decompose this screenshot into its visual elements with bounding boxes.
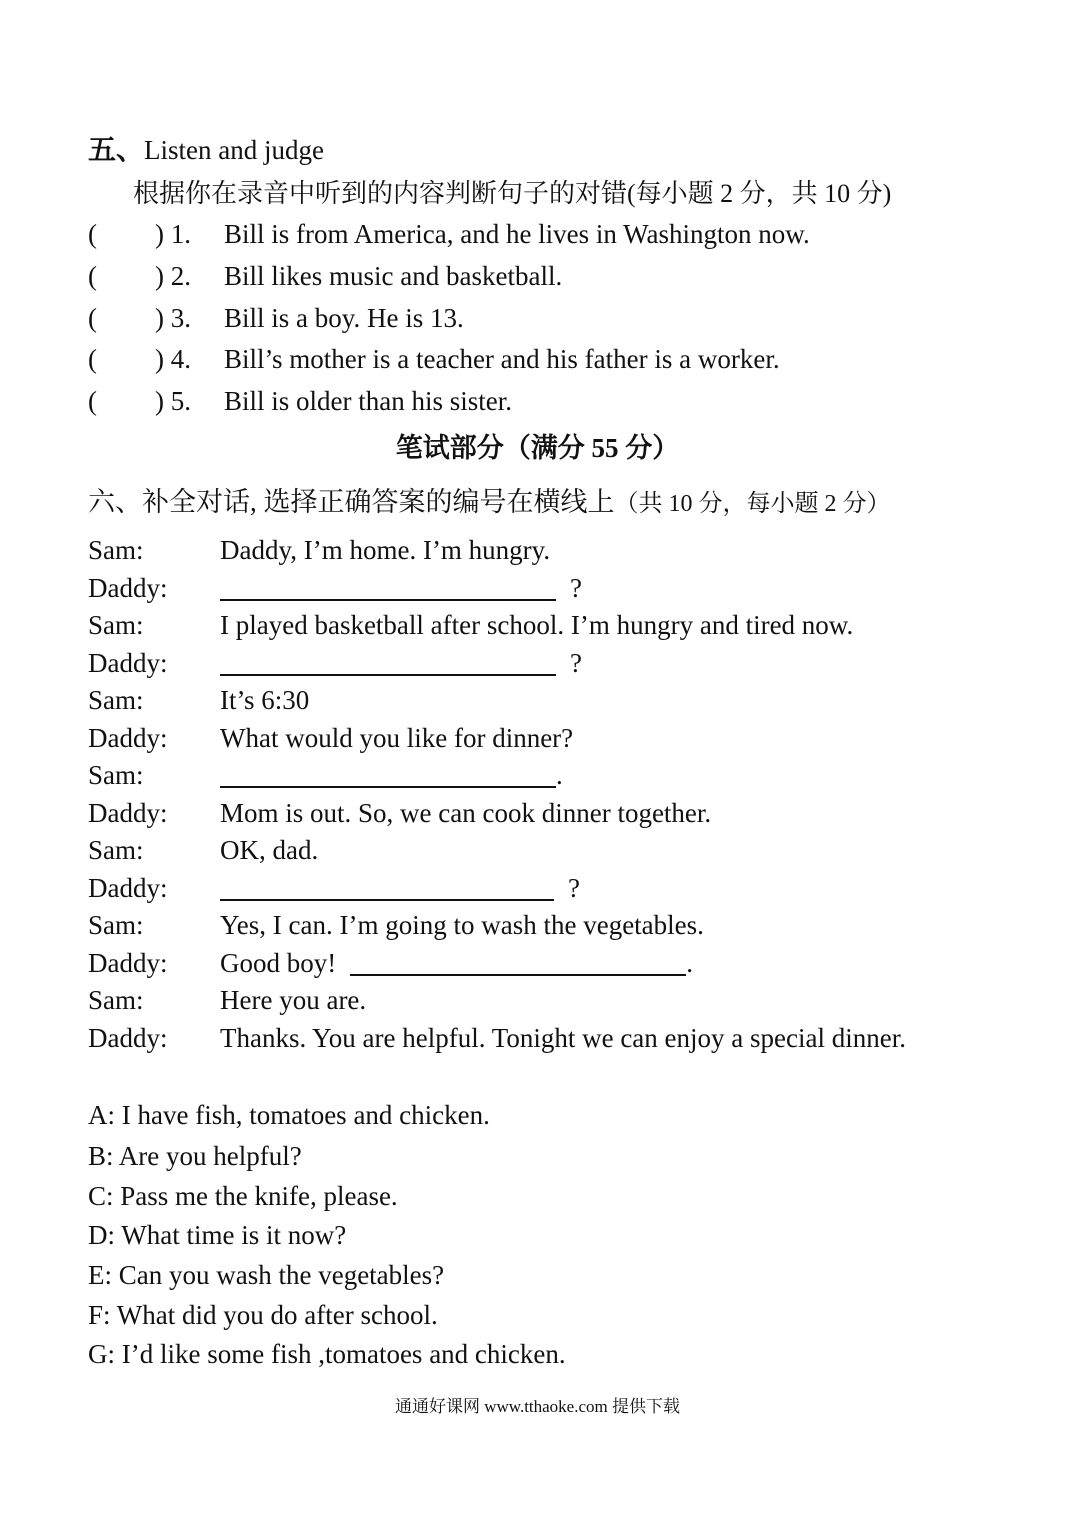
dialogue-speaker-6: Daddy: [88,723,168,753]
dialogue-line-11: Yes, I can. I’m going to wash the vegetables. [220,910,704,940]
section6-title-main: 六、补全对话, 选择正确答案的编号在横线上 [88,487,615,517]
dialogue-line-1: Daddy, I’m home. I’m hungry. [220,535,551,565]
answer-blank-1[interactable] [220,599,556,601]
dialogue-speaker-5: Sam: [88,685,144,715]
section5-title-text: Listen and judge [144,135,324,165]
dialogue-speaker-9: Sam: [88,835,144,865]
judge-item-5-number: ) 5. [155,386,191,416]
option-a: A: I have fish, tomatoes and chicken. [88,1100,490,1130]
dialogue-speaker-8: Daddy: [88,798,168,828]
judge-item-2-text: Bill likes music and basketball. [224,261,563,291]
dialogue-line-8: Mom is out. So, we can cook dinner together. [220,798,712,828]
dialogue-line-6: What would you like for dinner? [220,723,574,753]
judge-item-1-paren-open: ( [88,219,97,249]
option-b: B: Are you helpful? [88,1141,302,1171]
judge-item-4-text: Bill’s mother is a teacher and his father is a worker. [224,344,780,374]
section5-instruction: 根据你在录音中听到的内容判断句子的对错(每小题 2 分，共 10 分) [133,179,892,208]
judge-item-3-paren-open: ( [88,303,97,333]
judge-item-2-number: ) 2. [155,261,191,291]
dialogue-line-12 [220,947,693,979]
dialogue-speaker-1: Sam: [88,535,144,565]
dialogue-speaker-2: Daddy: [88,573,168,603]
judge-item-5-text: Bill is older than his sister. [224,386,512,416]
section6-title-note: （共 10 分，每小题 2 分） [614,491,891,517]
blank-1-punct: ? [570,573,582,603]
judge-item-3-text: Bill is a boy. He is 13. [224,303,464,333]
option-c: C: Pass me the knife, please. [88,1181,398,1211]
blank-3-punct: . [556,760,563,790]
dialogue-speaker-14: Daddy: [88,1023,168,1053]
dialogue-line-13: Here you are. [220,985,367,1015]
judge-item-5-paren-open: ( [88,386,97,416]
answer-blank-2[interactable] [220,674,556,676]
judge-item-1-number: ) 1. [155,219,191,249]
option-f: F: What did you do after school. [88,1300,438,1330]
written-part-title: 笔试部分（满分 55 分） [395,433,680,463]
option-e: E: Can you wash the vegetables? [88,1260,445,1290]
dialogue-speaker-12: Daddy: [88,948,168,978]
dialogue-speaker-13: Sam: [88,985,144,1015]
dialogue-line-4 [220,647,582,679]
option-g: G: I’d like some fish ,tomatoes and chicken. [88,1339,566,1369]
dialogue-line-12-text: Good boy! [220,948,337,978]
blank-4-punct: ? [568,873,580,903]
dialogue-speaker-4: Daddy: [88,648,168,678]
blank-5-punct: . [686,948,693,978]
section5-title [88,128,324,168]
dialogue-speaker-10: Daddy: [88,873,168,903]
dialogue-line-14: Thanks. You are helpful. Tonight we can enjoy a special dinner. [220,1023,906,1053]
dialogue-speaker-11: Sam: [88,910,144,940]
answer-blank-4[interactable] [220,899,554,901]
page-footer: 通通好课网 www.tthaoke.com 提供下载 [394,1397,681,1416]
dialogue-speaker-3: Sam: [88,610,144,640]
answer-blank-3[interactable] [220,786,556,788]
judge-item-4-number: ) 4. [155,344,191,374]
dialogue-speaker-7: Sam: [88,760,144,790]
section6-title [88,480,891,519]
judge-item-4-paren-open: ( [88,344,97,374]
option-d: D: What time is it now? [88,1220,347,1250]
blank-2-punct: ? [570,648,582,678]
dialogue-line-7 [220,759,563,791]
answer-blank-5[interactable] [350,974,686,976]
judge-item-2-paren-open: ( [88,261,97,291]
dialogue-line-3: I played basketball after school. I’m hungry and tired now. [220,610,854,640]
dialogue-line-9: OK, dad. [220,835,319,865]
judge-item-1-text: Bill is from America, and he lives in Washington now. [224,219,810,249]
dialogue-line-10 [220,872,580,904]
dialogue-line-5: It’s 6:30 [220,685,310,715]
judge-item-3-number: ) 3. [155,303,191,333]
dialogue-line-2 [220,572,582,604]
section5-number: 五、 [88,135,145,166]
